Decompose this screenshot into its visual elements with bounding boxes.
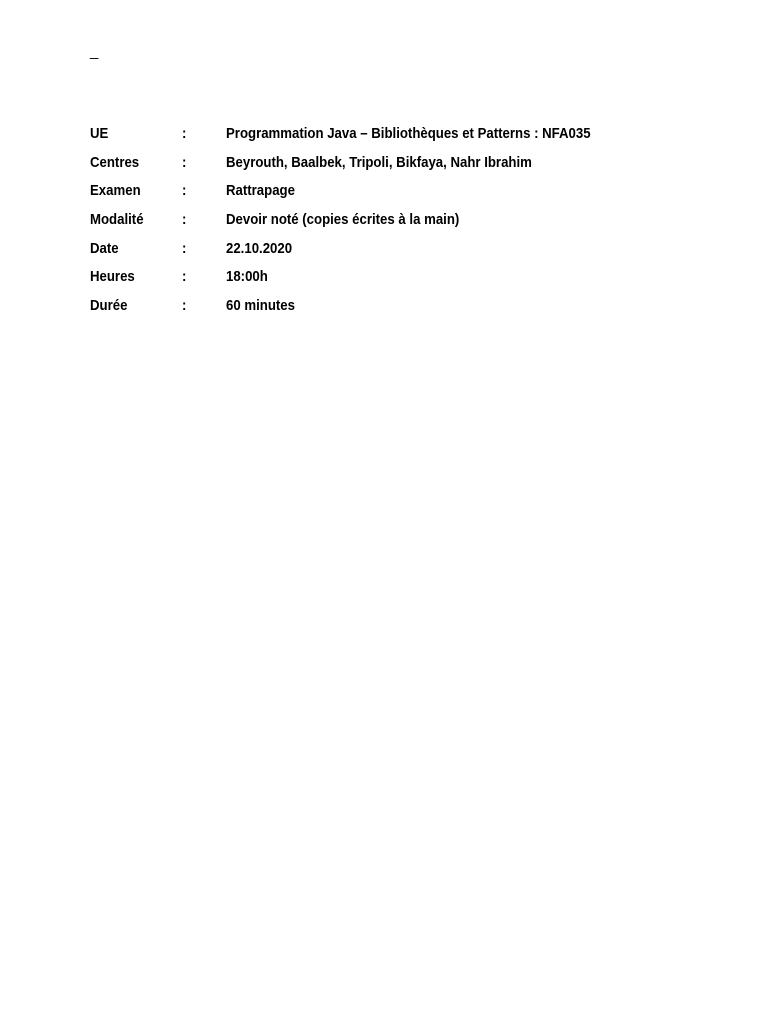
info-separator: : bbox=[182, 153, 187, 171]
info-row-ue bbox=[90, 120, 646, 149]
info-label: UE bbox=[90, 125, 109, 143]
info-row-heures bbox=[90, 263, 646, 292]
exam-info-table bbox=[90, 120, 646, 320]
info-label: Modalité bbox=[90, 211, 144, 229]
info-separator: : bbox=[182, 239, 187, 257]
info-row-duree bbox=[90, 292, 646, 321]
info-value: Beyrouth, Baalbek, Tripoli, Bikfaya, Nahr Ibrahim bbox=[226, 153, 532, 171]
info-value: Programmation Java – Bibliothèques et Patterns : NFA035 bbox=[226, 125, 591, 143]
info-separator: : bbox=[182, 296, 187, 314]
info-value: 22.10.2020 bbox=[226, 239, 293, 257]
info-value: Devoir noté (copies écrites à la main) bbox=[226, 211, 460, 229]
info-row-date bbox=[90, 234, 646, 263]
info-row-examen bbox=[90, 177, 646, 206]
info-value: 60 minutes bbox=[226, 296, 295, 314]
info-value: 18:00h bbox=[226, 268, 268, 286]
header-mark: _ bbox=[90, 43, 99, 60]
info-row-modalite bbox=[90, 206, 646, 235]
info-separator: : bbox=[182, 268, 187, 286]
info-row-centres bbox=[90, 149, 646, 178]
info-label: Centres bbox=[90, 153, 140, 171]
info-label: Durée bbox=[90, 296, 128, 314]
info-label: Heures bbox=[90, 268, 135, 286]
info-separator: : bbox=[182, 182, 187, 200]
info-separator: : bbox=[182, 125, 187, 143]
info-label: Examen bbox=[90, 182, 141, 200]
info-label: Date bbox=[90, 239, 119, 257]
info-value: Rattrapage bbox=[226, 182, 295, 200]
info-separator: : bbox=[182, 211, 187, 229]
